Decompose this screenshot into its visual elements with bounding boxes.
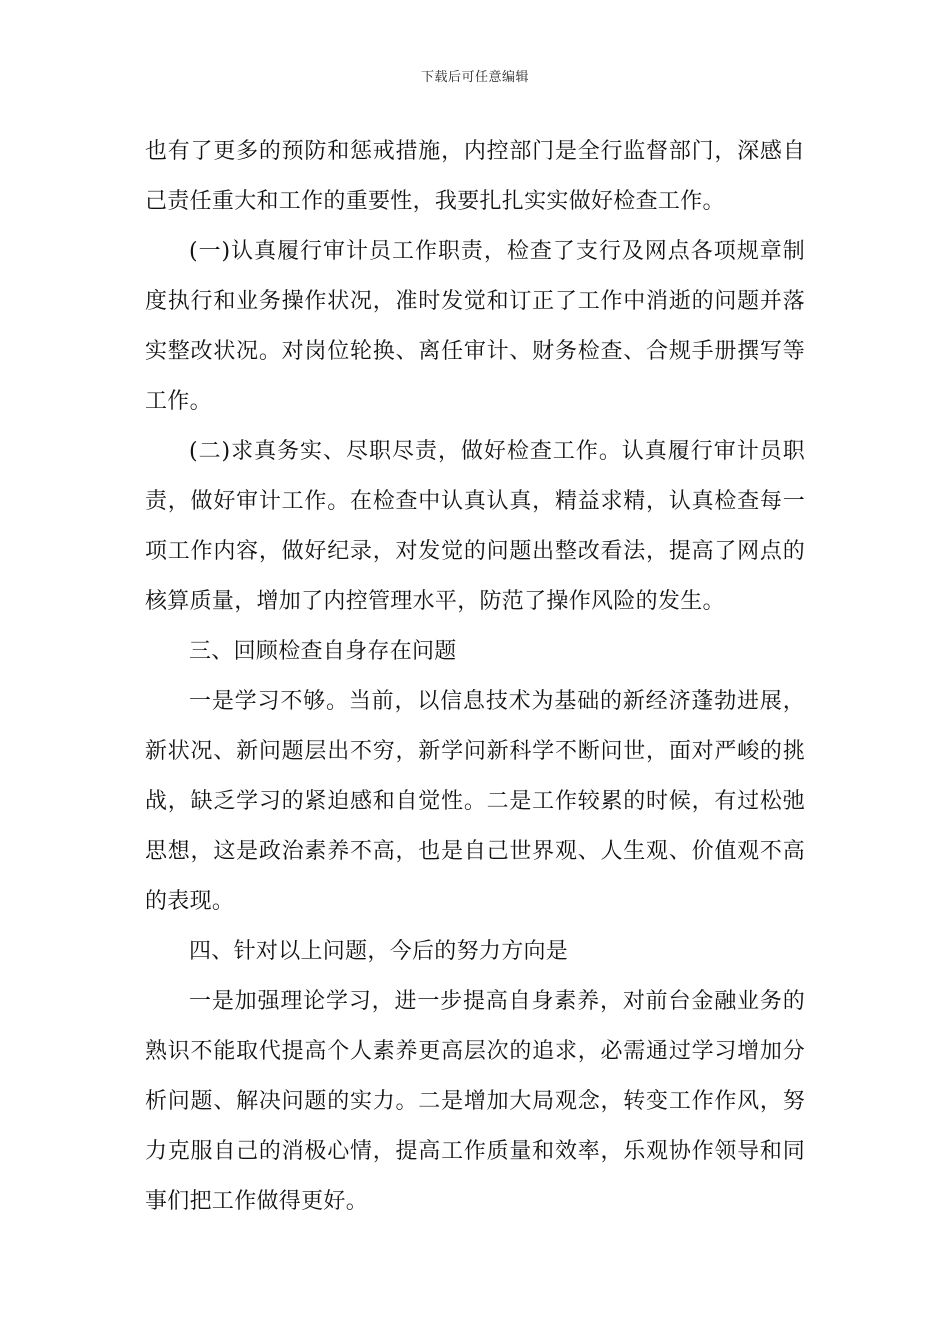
page-header: 下载后可任意编辑 xyxy=(420,70,529,85)
section-heading-4: 四、针对以上问题，今后的努力方向是 xyxy=(189,939,569,964)
paragraph-problems: 一是学习不够。当前，以信息技术为基础的新经济蓬勃进展，新状况、新问题层出不穷，新学问新科学不断问世，面对严峻的挑战，缺乏学习的紧迫感和自觉性。二是工作较累的时候，有过松弛思想，这是政治素养不高，也是自己世界观、人生观、价值观不高的表现。 xyxy=(145,689,805,914)
paragraph-directions: 一是加强理论学习，进一步提高自身素养，对前台金融业务的熟识不能取代提高个人素养更高层次的追求，必需通过学习增加分析问题、解决问题的实力。二是增加大局观念，转变工作作风，努力克服自己的消极心情，提高工作质量和效率，乐观协作领导和同事们把工作做得更好。 xyxy=(145,989,805,1214)
paragraph-continuation: 也有了更多的预防和惩戒措施，内控部门是全行监督部门，深感自己责任重大和工作的重要性，我要扎扎实实做好检查工作。 xyxy=(145,139,805,214)
paragraph-item-2: (二)求真务实、尽职尽责，做好检查工作。认真履行审计员职责，做好审计工作。在检查中认真认真，精益求精，认真检查每一项工作内容，做好纪录，对发觉的问题出整改看法，提高了网点的核算质量，增加了内控管理水平，防范了操作风险的发生。 xyxy=(145,439,805,614)
document-body xyxy=(145,127,805,1227)
section-heading-3: 三、回顾检查自身存在问题 xyxy=(189,639,457,664)
paragraph-item-1: (一)认真履行审计员工作职责，检查了支行及网点各项规章制度执行和业务操作状况，准时发觉和订正了工作中消逝的问题并落实整改状况。对岗位轮换、离任审计、财务检查、合规手册撰写等工作。 xyxy=(145,239,805,414)
